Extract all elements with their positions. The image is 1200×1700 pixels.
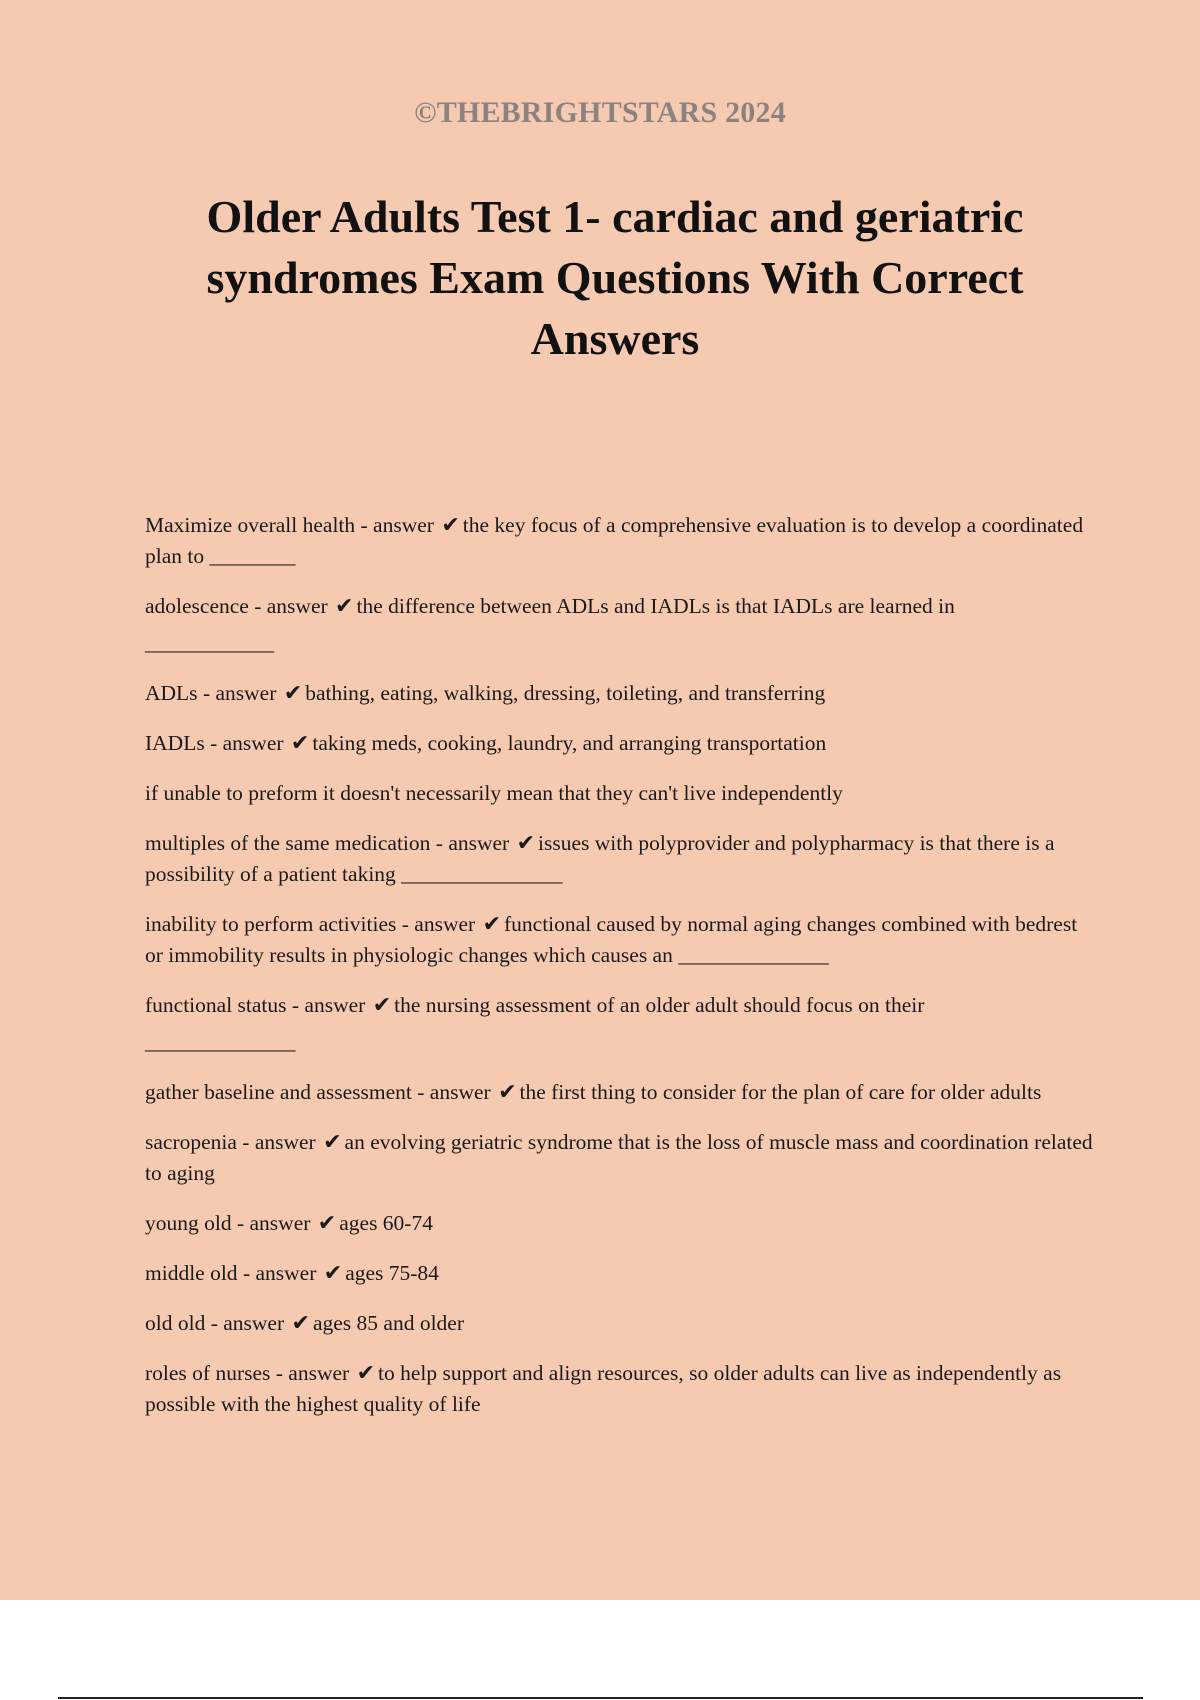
qa-term: functional status bbox=[145, 993, 287, 1017]
qa-term: adolescence bbox=[145, 594, 249, 618]
qa-item bbox=[145, 1208, 1095, 1239]
qa-separator: - answer bbox=[205, 1311, 290, 1335]
qa-item bbox=[145, 1358, 1095, 1420]
qa-list bbox=[145, 510, 1095, 1439]
check-icon: ✔ bbox=[291, 1311, 310, 1336]
qa-answer: bathing, eating, walking, dressing, toileting, and transferring bbox=[305, 681, 826, 705]
check-icon: ✔ bbox=[516, 831, 536, 856]
qa-item bbox=[145, 778, 1095, 809]
qa-separator: - answer bbox=[355, 513, 440, 537]
qa-item bbox=[145, 1308, 1095, 1339]
qa-term: inability to perform activities bbox=[145, 912, 397, 936]
qa-separator: - answer bbox=[396, 912, 481, 936]
qa-separator: - answer bbox=[231, 1211, 316, 1235]
qa-separator: - answer bbox=[237, 1261, 322, 1285]
qa-answer: functional caused by normal aging changes combined with bedrest or immobility results in physiologic changes which causes an bbox=[145, 912, 1078, 967]
qa-term: IADLs bbox=[145, 731, 205, 755]
qa-item bbox=[145, 1258, 1095, 1289]
qa-answer: the key focus of a comprehensive evaluation is to develop a coordinated plan to bbox=[145, 513, 1084, 568]
watermark: ©THEBRIGHTSTARS 2024 bbox=[414, 96, 786, 129]
qa-separator: - answer bbox=[286, 993, 371, 1017]
qa-separator: - answer bbox=[411, 1080, 497, 1104]
qa-separator: - answer bbox=[248, 594, 334, 618]
page-title: Older Adults Test 1- cardiac and geriatric syndromes Exam Questions With Correct Answers bbox=[206, 191, 1024, 364]
qa-answer: ages 85 and older bbox=[312, 1311, 464, 1335]
check-icon: ✔ bbox=[372, 993, 392, 1018]
qa-term: old old bbox=[145, 1311, 206, 1335]
answer-blank: _______________ bbox=[401, 862, 563, 886]
qa-term: gather baseline and assessment bbox=[145, 1080, 412, 1104]
check-icon: ✔ bbox=[498, 1080, 517, 1105]
qa-item bbox=[145, 510, 1095, 572]
check-icon: ✔ bbox=[441, 513, 460, 538]
answer-blank: ______________ bbox=[145, 1030, 296, 1054]
answer-blank: ______________ bbox=[678, 943, 829, 967]
qa-answer: issues with polyprovider and polypharmacy is that there is a possibility of a patient taking bbox=[145, 831, 1055, 886]
qa-term: ADLs bbox=[145, 681, 198, 705]
qa-note: if unable to preform it doesn't necessarily mean that they can't live independently bbox=[145, 781, 843, 805]
check-icon: ✔ bbox=[290, 731, 310, 756]
qa-separator: - answer bbox=[430, 831, 515, 855]
answer-blank: ____________ bbox=[145, 631, 274, 655]
check-icon: ✔ bbox=[323, 1261, 343, 1286]
qa-answer: taking meds, cooking, laundry, and arranging transportation bbox=[312, 731, 827, 755]
qa-item bbox=[145, 990, 1095, 1058]
page-divider bbox=[58, 1697, 1143, 1699]
qa-term: roles of nurses bbox=[145, 1361, 271, 1385]
qa-answer: to help support and align resources, so older adults can live as independently as possible with the highest quality of life bbox=[145, 1361, 1062, 1416]
check-icon: ✔ bbox=[335, 594, 354, 619]
qa-separator: - answer bbox=[204, 731, 289, 755]
check-icon: ✔ bbox=[323, 1130, 342, 1155]
qa-item bbox=[145, 1127, 1095, 1189]
qa-answer: the first thing to consider for the plan of care for older adults bbox=[519, 1080, 1042, 1104]
qa-term: sacropenia bbox=[145, 1130, 237, 1154]
qa-term: multiples of the same medication bbox=[145, 831, 431, 855]
qa-item bbox=[145, 728, 1095, 759]
qa-separator: - answer bbox=[270, 1361, 355, 1385]
qa-answer: an evolving geriatric syndrome that is the loss of muscle mass and coordination related to aging bbox=[145, 1130, 1093, 1185]
check-icon: ✔ bbox=[482, 912, 501, 937]
check-icon: ✔ bbox=[356, 1361, 376, 1386]
qa-item bbox=[145, 828, 1095, 890]
qa-term: young old bbox=[145, 1211, 232, 1235]
answer-blank: ________ bbox=[209, 544, 296, 568]
qa-item bbox=[145, 909, 1095, 971]
qa-item bbox=[145, 591, 1095, 659]
qa-answer: ages 75-84 bbox=[345, 1261, 439, 1285]
qa-term: middle old bbox=[145, 1261, 238, 1285]
qa-answer: the difference between ADLs and IADLs is that IADLs are learned in bbox=[356, 594, 955, 618]
check-icon: ✔ bbox=[283, 681, 303, 706]
qa-item bbox=[145, 1077, 1095, 1108]
qa-item bbox=[145, 678, 1095, 709]
check-icon: ✔ bbox=[317, 1211, 337, 1236]
qa-separator: - answer bbox=[236, 1130, 322, 1154]
qa-separator: - answer bbox=[197, 681, 282, 705]
qa-answer: ages 60-74 bbox=[339, 1211, 433, 1235]
qa-answer: the nursing assessment of an older adult should focus on their bbox=[394, 993, 925, 1017]
qa-term: Maximize overall health bbox=[145, 513, 356, 537]
